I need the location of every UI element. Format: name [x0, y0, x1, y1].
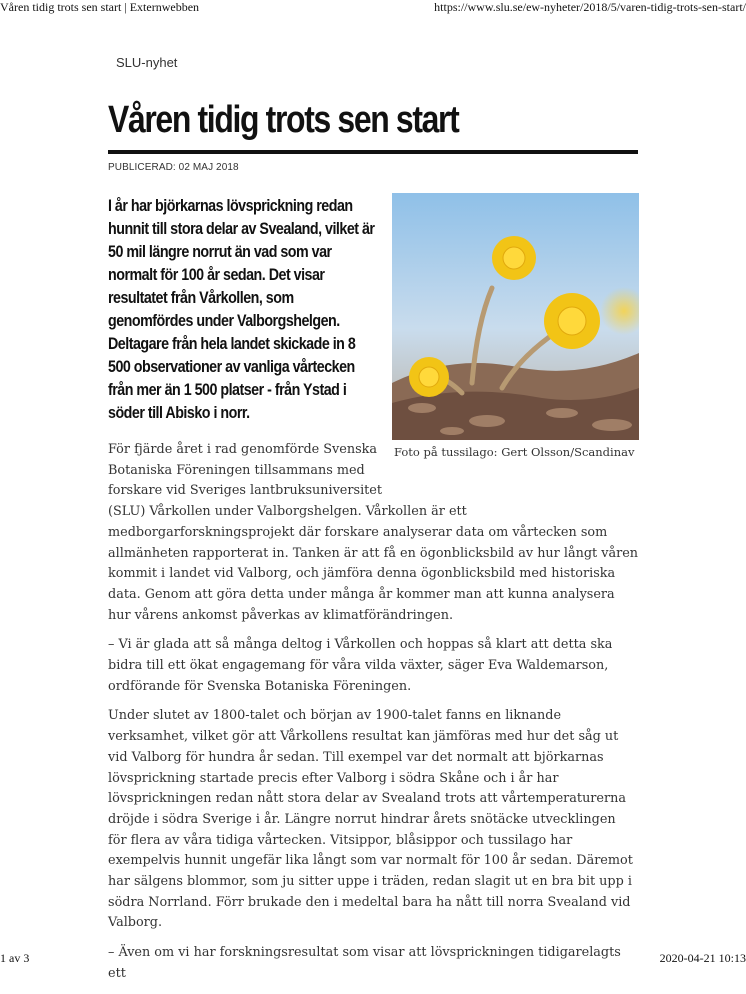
body-paragraph: Under slutet av 1800-talet och början av 1900-talet fanns en liknande verksamhet, vilket gör att Vårkollens resultat kan jämföras med hur det såg ut vid Valborg för hundra år sedan. Till exempel var det normalt att björkarnas lövsprickning startade precis efter Valborg i södra Skåne och i år har lövsprickningen redan nått stora delar av Svealand trots att vårtemperaturerna dröjde i södra Sverige i år. Längre norrut hindrar årets snötäcke utvecklingen för flera av våra tidiga vårtecken. Vitsippor, blåsippor och tussilago har exempelvis hunnit ungefär lika långt som var normalt för 100 år sedan. Däremot har sälgens blommor, som ju sitter uppe i träden, redan slagit ut en bra bit upp i södra Norrland. Förr brukade den i medeltal bara ha nått till norra Svealand vid Valborg. [108, 708, 633, 931]
body-paragraph: – Även om vi har forskningsresultat som visar att lövsprickningen tidigarelagts ett [108, 945, 621, 981]
page-indicator: 1 av 3 [0, 951, 30, 965]
print-url[interactable]: https://www.slu.se/ew-nyheter/2018/5/varen-tidig-trots-sen-start/ [434, 0, 746, 14]
article-title: Våren tidig trots sen start [108, 99, 459, 141]
print-header [0, 0, 746, 16]
caption-spacer [384, 440, 638, 484]
print-timestamp: 2020-04-21 10:13 [659, 951, 746, 965]
print-page-title: Våren tidig trots sen start | Externwebben [0, 0, 200, 14]
image-caption: Foto på tussilago: Gert Olsson/Scandinav [394, 445, 635, 459]
title-divider [108, 150, 638, 154]
article-lead: I år har björkarnas lövsprickning redan hunnit till stora delar av Svealand, vilket är 50 mil längre norrut än vad som var normalt för 100 år sedan. Det visar resultatet från Vårkollen, som genomfördes under Valborgshelgen. Deltagare från hela landet skickade in 8 500 observationer av vanliga vårtecken från mer än 1 500 platser - från Ystad i söder till Abisko i norr. [108, 196, 375, 422]
news-kicker: SLU-nyhet [116, 55, 178, 70]
body-paragraph: För fjärde året i rad genomförde Svenska Botaniska Föreningen tillsammans med forskare vid Sveriges lantbruksuniversitet (SLU) Vårkollen under Valborgshelgen. Vårkollen är ett medborgarforskningsprojekt där forskare analyserar data om vårtecken som allmänheten rapporterat in. Tanken är att få en ögonblicksbild av hur långt våren kommit i landet vid Valborg, och jämföra denna ögonblicksbild med historiska data. Genom att göra detta under många år kommer man att kunna analysera hur vårens ankomst påverkas av klimatförändringen. [108, 442, 639, 623]
article-body [108, 440, 638, 994]
body-paragraph: – Vi är glada att så många deltog i Vårkollen och hoppas så klart att detta ska bidra till ett ökat engagemang för våra vilda växter, säger Eva Waldemarson, ordförande för Svenska Botaniska Föreningen. [108, 637, 613, 694]
publish-date: PUBLICERAD: 02 MAJ 2018 [108, 162, 239, 173]
coltsfoot-flowers-photo [392, 193, 639, 440]
